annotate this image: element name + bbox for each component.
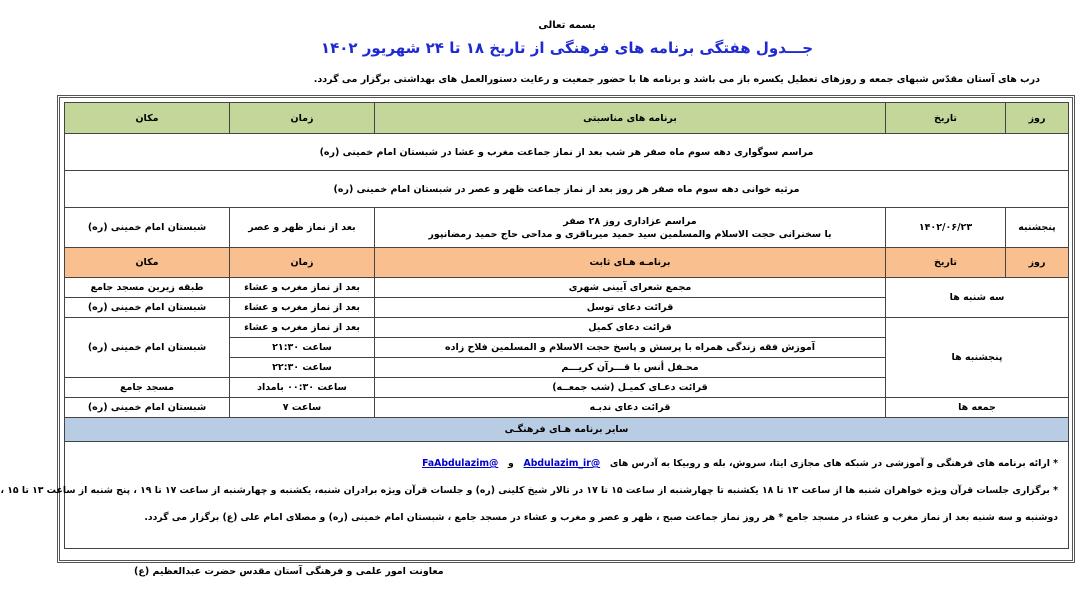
occasion-full-row: مرثیه خوانی دهه سوم ماه صفر هر روز بعد از نماز جماعت ظهر و عصر در شبستان امام خمینی (ره) — [65, 171, 1069, 208]
fixed-time: بعد از نماز مغرب و عشاء — [230, 278, 375, 298]
other-line-1-text: * ارائه برنامه های فرهنگی و آموزشی در شبکه های مجازی ایتا، سروش، بله و روبیکا به آدرس های — [609, 458, 1058, 469]
other-programs-text — [0, 442, 1069, 549]
fixed-time: ساعت ۲۱:۳۰ — [230, 338, 375, 358]
fixed-day-friday: جمعه ها — [886, 398, 1069, 418]
fixed-time: بعد از نماز مغرب و عشاء — [230, 298, 375, 318]
fixed-program: قرائت دعای ندبـه — [375, 398, 886, 418]
fixed-program: قرائت دعای کمیل — [375, 318, 886, 338]
fixed-place-thursday: شبستان امام خمینی (ره) — [65, 318, 230, 378]
other-programs-heading: سایر برنامه هـای فرهنگـی — [65, 418, 1069, 442]
fixed-time: ساعت ۰۰:۳۰ بامداد — [230, 378, 375, 398]
table-row — [65, 398, 1069, 418]
header-date: تاریخ — [886, 103, 1006, 134]
header-day: روز — [1006, 103, 1069, 134]
basmala: بسمه تعالی — [538, 20, 596, 31]
fixed-program: مجمع شعرای آیینی شهری — [375, 278, 886, 298]
other-line-2: * برگزاری جلسات قرآن ویژه خواهران شنبه ها از ساعت ۱۳ تا ۱۸ یکشنبه تا چهارشنبه از ساعت ۱۵ تا ۱۷ در تالار شیخ کلینی (ره) و جلسات قرآن ویژه برادران شنبه، یکشنبه و چهارشنبه از ساعت ۱۷ تا ۱۹ ، پنج شنبه از ساعت ۱۳ تا ۱۵ ، — [0, 485, 1058, 496]
other-programs-row — [65, 442, 1069, 549]
other-line-3: دوشنبه و سه شنبه بعد از نماز مغرب و عشاء در مسجد جامع * هر روز نماز جماعت صبح ، ظهر و عصر و مغرب و عشاء در مسجد جامع ، شبستان امام خمینی (ره) و مصلای امام علی (ع) برگزار می گردد. — [144, 512, 1058, 523]
schedule-table — [0, 102, 1069, 549]
occasion-full-row: مراسم سوگواری دهه سوم ماه صفر هر شب بعد از نماز جماعت مغرب و عشا در شبستان امام خمینی (ره) — [65, 134, 1069, 171]
handle-faabdulazim[interactable]: @FaAbdulazim — [422, 458, 499, 469]
table-row — [65, 318, 1069, 338]
fixed-time: ساعت ۲۲:۳۰ — [230, 358, 375, 378]
table-row — [65, 171, 1069, 208]
event-program-line1: مراسم عزاداری روز ۲۸ صفر — [563, 215, 697, 227]
table-row — [65, 278, 1069, 298]
fixed-day-tuesday: سه شنبه ها — [886, 278, 1069, 318]
event-program — [375, 208, 886, 248]
event-program-line2: با سخنرانی حجت الاسلام والمسلمین سید حمید میرباقری و مداحی حاج حمید رمضانپور — [428, 228, 832, 240]
event-time: بعد از نماز ظهر و عصر — [230, 208, 375, 248]
header-date: تاریخ — [886, 248, 1006, 278]
fixed-program: محـفل أنس با قـــرآن کریـــم — [375, 358, 886, 378]
fixed-program: آموزش فقه زندگی همراه با پرسش و پاسخ حجت الاسلام و المسلمین فلاح زاده — [375, 338, 886, 358]
header-day: روز — [1006, 248, 1069, 278]
fixed-place: طبقه زیرین مسجد جامع — [65, 278, 230, 298]
fixed-program: قرائت دعای توسل — [375, 298, 886, 318]
event-day: پنجشنبه — [1006, 208, 1069, 248]
page-title: جـــدول هفتگی برنامه های فرهنگی از تاریخ ۱۸ تا ۲۴ شهریور ۱۴۰۲ — [320, 39, 814, 57]
occasion-header-row — [65, 103, 1069, 134]
and-word: و — [508, 458, 514, 469]
other-line-1 — [75, 450, 1058, 477]
header-place: مکان — [65, 248, 230, 278]
header-time: زمان — [230, 103, 375, 134]
fixed-header-row — [65, 248, 1069, 278]
fixed-time: ساعت ۷ — [230, 398, 375, 418]
table-row — [65, 134, 1069, 171]
fixed-day-thursday: پنجشنبه ها — [886, 318, 1069, 398]
other-header-row — [65, 418, 1069, 442]
footer-credit: معاونت امور علمی و فرهنگی آستان مقدس حضرت عبدالعظیم (ع) — [134, 566, 444, 577]
header-program: برنامـه هـای ثابت — [375, 248, 886, 278]
handle-abdulazim-ir[interactable]: @Abdulazim_ir — [523, 458, 601, 469]
header-place: مکان — [65, 103, 230, 134]
header-note: درب های آستان مقدّس شبهای جمعه و روزهای تعطیل یکسره باز می باشد و برنامه ها با حضور جمعیت و رعایت دستورالعمل های بهداشتی برگزار می گردد. — [313, 74, 1040, 85]
fixed-time: بعد از نماز مغرب و عشاء — [230, 318, 375, 338]
fixed-place: شبستان امام خمینی (ره) — [65, 298, 230, 318]
occasion-event-row — [65, 208, 1069, 248]
header-time: زمان — [230, 248, 375, 278]
fixed-place: شبستان امام خمینی (ره) — [65, 398, 230, 418]
event-date: ۱۴۰۲/۰۶/۲۳ — [886, 208, 1006, 248]
fixed-place: مسجد جامع — [65, 378, 230, 398]
fixed-program: قرائت دعـای کمیـل (شب جمعــه) — [375, 378, 886, 398]
event-place: شبستان امام خمینی (ره) — [65, 208, 230, 248]
header-program: برنامه های مناسبتی — [375, 103, 886, 134]
